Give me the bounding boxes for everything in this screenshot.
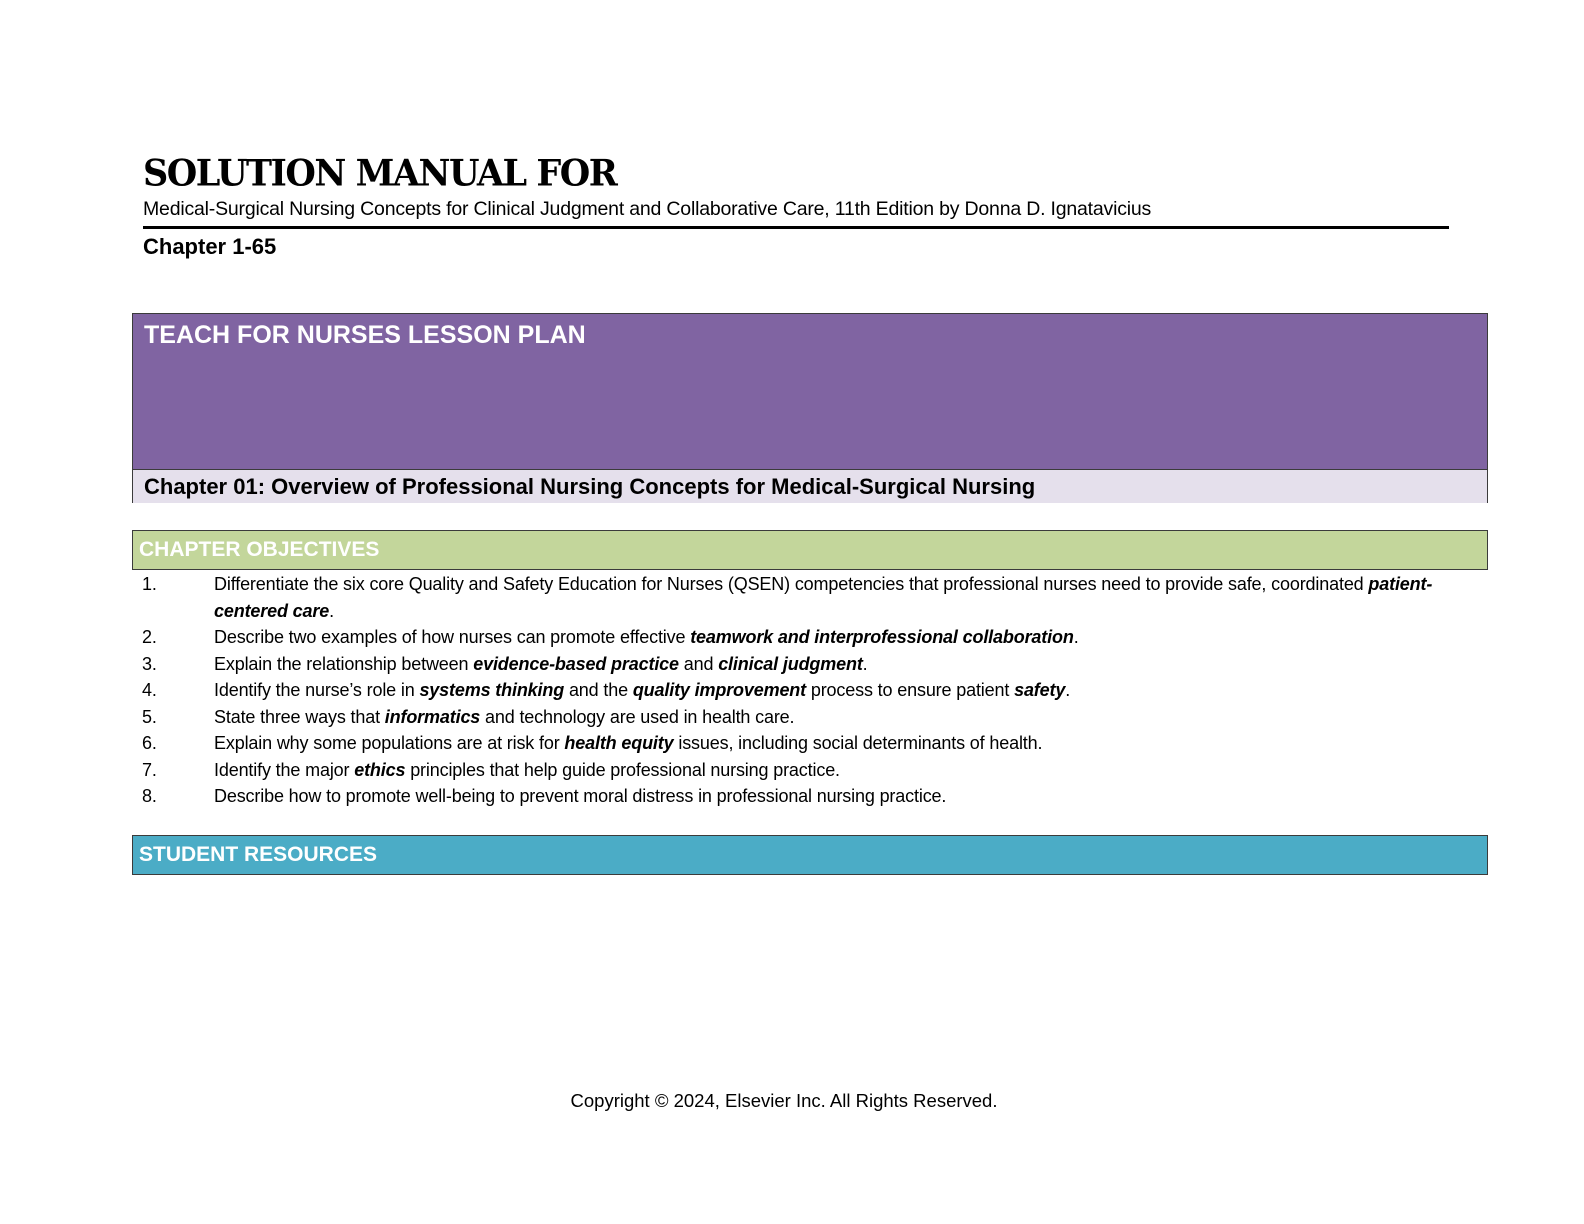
objective-text xyxy=(214,786,946,806)
copyright-footer: Copyright © 2024, Elsevier Inc. All Rights Reserved. xyxy=(570,1090,998,1111)
objective-key-term: safety xyxy=(1014,680,1066,700)
objective-key-term: evidence-based practice xyxy=(473,653,679,674)
objective-item xyxy=(142,624,1442,651)
objective-text-segment: . xyxy=(862,653,868,674)
objective-text xyxy=(214,733,1042,753)
chapter-objectives-header xyxy=(132,530,1488,570)
objective-number: 7. xyxy=(142,759,157,780)
objective-item xyxy=(142,730,1442,757)
lesson-chapter-title: Chapter 01: Overview of Professional Nursing Concepts for Medical-Surgical Nursing xyxy=(144,474,1036,499)
objective-text-segment: Explain the relationship between xyxy=(214,653,474,674)
objective-text-segment: . xyxy=(1073,627,1079,647)
objective-text-segment: Identify the nurse’s role in xyxy=(214,680,420,700)
objective-text-segment: Identify the major xyxy=(214,759,355,780)
objective-item xyxy=(142,571,1442,624)
objective-text-segment: principles that help guide professional nursing practice. xyxy=(405,759,840,780)
objective-key-term: ethics xyxy=(354,759,406,780)
document-header xyxy=(143,150,1449,222)
objective-text-segment: and xyxy=(678,653,719,674)
objective-key-term: clinical judgment xyxy=(718,653,863,674)
objective-text-segment: State three ways that xyxy=(214,706,385,727)
objectives-list xyxy=(142,571,1442,810)
objective-number: 5. xyxy=(142,706,157,727)
objective-text-segment: Explain why some populations are at risk for xyxy=(214,733,565,753)
objective-key-term: informatics xyxy=(384,706,481,727)
objective-text-segment: and technology are used in health care. xyxy=(480,706,795,727)
objective-number: 1. xyxy=(142,574,157,594)
objective-number: 3. xyxy=(142,653,157,674)
objective-key-term: quality improvement xyxy=(632,680,806,700)
document-title: SOLUTION MANUAL FOR xyxy=(143,152,617,196)
objective-number: 2. xyxy=(142,627,157,647)
chapter-objectives-heading: CHAPTER OBJECTIVES xyxy=(139,538,380,561)
objective-text-segment: process to ensure patient xyxy=(806,680,1015,700)
objective-text xyxy=(214,760,840,780)
objective-key-term: teamwork and interprofessional collaboration xyxy=(690,627,1074,647)
objective-text xyxy=(214,707,794,727)
objective-number: 6. xyxy=(142,733,157,753)
objective-text xyxy=(214,654,868,674)
objective-text-segment: issues, including social determinants of health. xyxy=(673,733,1043,753)
document-subtitle: Medical-Surgical Nursing Concepts for Clinical Judgment and Collaborative Care, 11th Edition by Donna D. Ignatavicius xyxy=(143,198,1152,220)
objective-text xyxy=(214,680,1070,700)
chapter-range: Chapter 1-65 xyxy=(143,234,277,259)
objective-number: 8. xyxy=(142,786,157,806)
objective-item xyxy=(142,651,1442,678)
header-divider xyxy=(143,226,1449,229)
objective-text-segment: Differentiate the six core Quality and Safety Education for Nurses (QSEN) competencies that professional nurses need to provide safe, coordinated xyxy=(214,574,1369,594)
student-resources-heading: STUDENT RESOURCES xyxy=(139,843,378,866)
objective-key-term: patient-centered care xyxy=(214,574,1433,621)
objective-text-segment: . xyxy=(329,600,334,621)
lesson-plan-box xyxy=(132,313,1488,503)
objective-text xyxy=(214,627,1079,647)
objective-text-segment: Describe how to promote well-being to prevent moral distress in professional nursing practice. xyxy=(214,786,947,806)
objective-text xyxy=(214,574,1432,621)
lesson-plan-banner xyxy=(133,314,1487,470)
lesson-chapter-row xyxy=(133,470,1487,503)
objective-key-term: systems thinking xyxy=(419,680,565,700)
objective-key-term: health equity xyxy=(564,733,674,753)
objective-item xyxy=(142,757,1442,784)
lesson-plan-title: TEACH FOR NURSES LESSON PLAN xyxy=(144,321,586,349)
objective-text-segment: Describe two examples of how nurses can promote effective xyxy=(214,627,691,647)
objective-text-segment: . xyxy=(1065,680,1071,700)
objective-text-segment: and the xyxy=(564,680,633,700)
objective-item xyxy=(142,704,1442,731)
objective-number: 4. xyxy=(142,680,157,700)
student-resources-header xyxy=(132,835,1488,875)
objective-item xyxy=(142,783,1442,810)
objective-item xyxy=(142,677,1442,704)
